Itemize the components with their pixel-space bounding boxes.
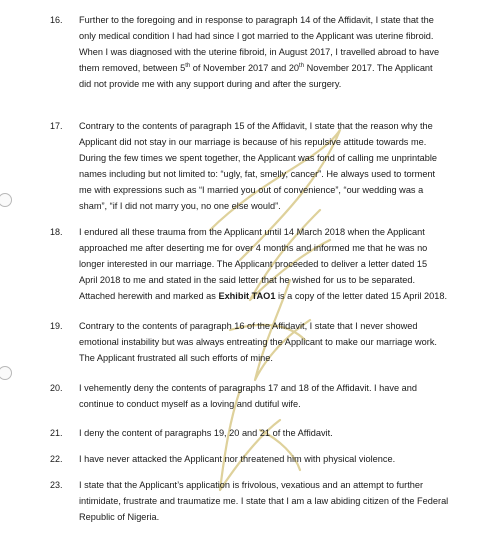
text-line: intimidate, frustrate and traumatize me. I state that I am a law abiding citizen of the Federal — [79, 496, 449, 506]
paragraph-text — [79, 12, 464, 92]
text-line: During the few times we spent together, the Applicant was fond of calling me unprintable — [79, 153, 438, 163]
text-line: I endured all these trauma from the Applicant until 14 March 2018 when the Applicant — [79, 227, 425, 237]
ordinal-suffix: th — [185, 62, 191, 69]
text-line: Republic of Nigeria. — [79, 512, 160, 522]
text-segment: them removed, between 5 — [79, 63, 186, 73]
text-line: names including but not limited to: “ugly, fat, smelly, cancer”. He always used to torment — [79, 169, 436, 179]
text-line: longer interested in our marriage. The Applicant proceeded to deliver a letter dated 15 — [79, 259, 428, 269]
text-line: did not provide me with any support during and after the surgery. — [79, 79, 342, 89]
text-line: I state that the Applicant’s application is frivolous, vexatious and an attempt to further — [79, 480, 424, 490]
text-segment: November 2017. The Applicant — [304, 63, 433, 73]
text-segment: Attached herewith and marked as — [79, 291, 219, 301]
text-line: When I was diagnosed with the uterine fibroid, in August 2017, I travelled abroad to have — [79, 47, 440, 57]
text-segment: of November 2017 and 20 — [190, 63, 300, 73]
paragraph-text — [79, 425, 464, 441]
paragraph-number: 19. — [50, 321, 63, 331]
text-line: Applicant did not stay in our marriage is because of his repulsive attitude towards me. — [79, 137, 427, 147]
text-line: continue to conduct myself as a loving and dutiful wife. — [79, 399, 301, 409]
exhibit-reference: Exhibit TAO1 — [218, 291, 276, 301]
text-line: Contrary to the contents of paragraph 15 of the Affidavit, I state that the reason why the — [79, 121, 433, 131]
paragraph-text — [79, 477, 464, 525]
text-line: Further to the foregoing and in response to paragraph 14 of the Affidavit, I state that the — [79, 15, 434, 25]
text-line: I have never attacked the Applicant nor threatened him with physical violence. — [79, 454, 396, 464]
text-line: I vehemently deny the contents of paragraphs 17 and 18 of the Affidavit. I have and — [79, 383, 417, 393]
text-line: only medical condition I had had since I got married to the Applicant was uterine fibroid. — [79, 31, 434, 41]
text-line: me with expressions such as “I married you out of convenience”, “our wedding was a — [79, 185, 424, 195]
ordinal-suffix: th — [299, 62, 305, 69]
paragraph-text — [79, 224, 464, 304]
text-line: approached me after deserting me for over 4 months and informed me that he was no — [79, 243, 428, 253]
paragraph-number: 22. — [50, 454, 63, 464]
punch-hole-bottom — [0, 366, 12, 380]
text-line: Contrary to the contents of paragraph 16 of the Affidavit, I state that I never showed — [79, 321, 418, 331]
text-line: The Applicant frustrated all such efforts of mine. — [79, 353, 273, 363]
paragraph-text — [79, 380, 464, 412]
paragraph-text — [79, 451, 464, 467]
text-line: April 2018 to me and stated in the said letter that he wished for us to be separated. — [79, 275, 416, 285]
punch-hole-top — [0, 193, 12, 207]
text-line: I deny the content of paragraphs 19, 20 and 21 of the Affidavit. — [79, 428, 333, 438]
text-segment: is a copy of the letter dated 15 April 2018. — [275, 291, 448, 301]
text-line — [79, 288, 464, 304]
paragraph-number: 21. — [50, 428, 63, 438]
text-line — [79, 60, 464, 76]
paragraph-number: 23. — [50, 480, 63, 490]
paragraph-text — [79, 318, 464, 366]
text-line: sham”, “if I did not marry you, no one else would”. — [79, 201, 281, 211]
paragraph-text — [79, 118, 464, 214]
paragraph-number: 17. — [50, 121, 63, 131]
text-line: emotional instability but was always entreating the Applicant to make our marriage work. — [79, 337, 437, 347]
paragraph-number: 16. — [50, 15, 63, 25]
paragraph-number: 18. — [50, 227, 63, 237]
paragraph-number: 20. — [50, 383, 63, 393]
